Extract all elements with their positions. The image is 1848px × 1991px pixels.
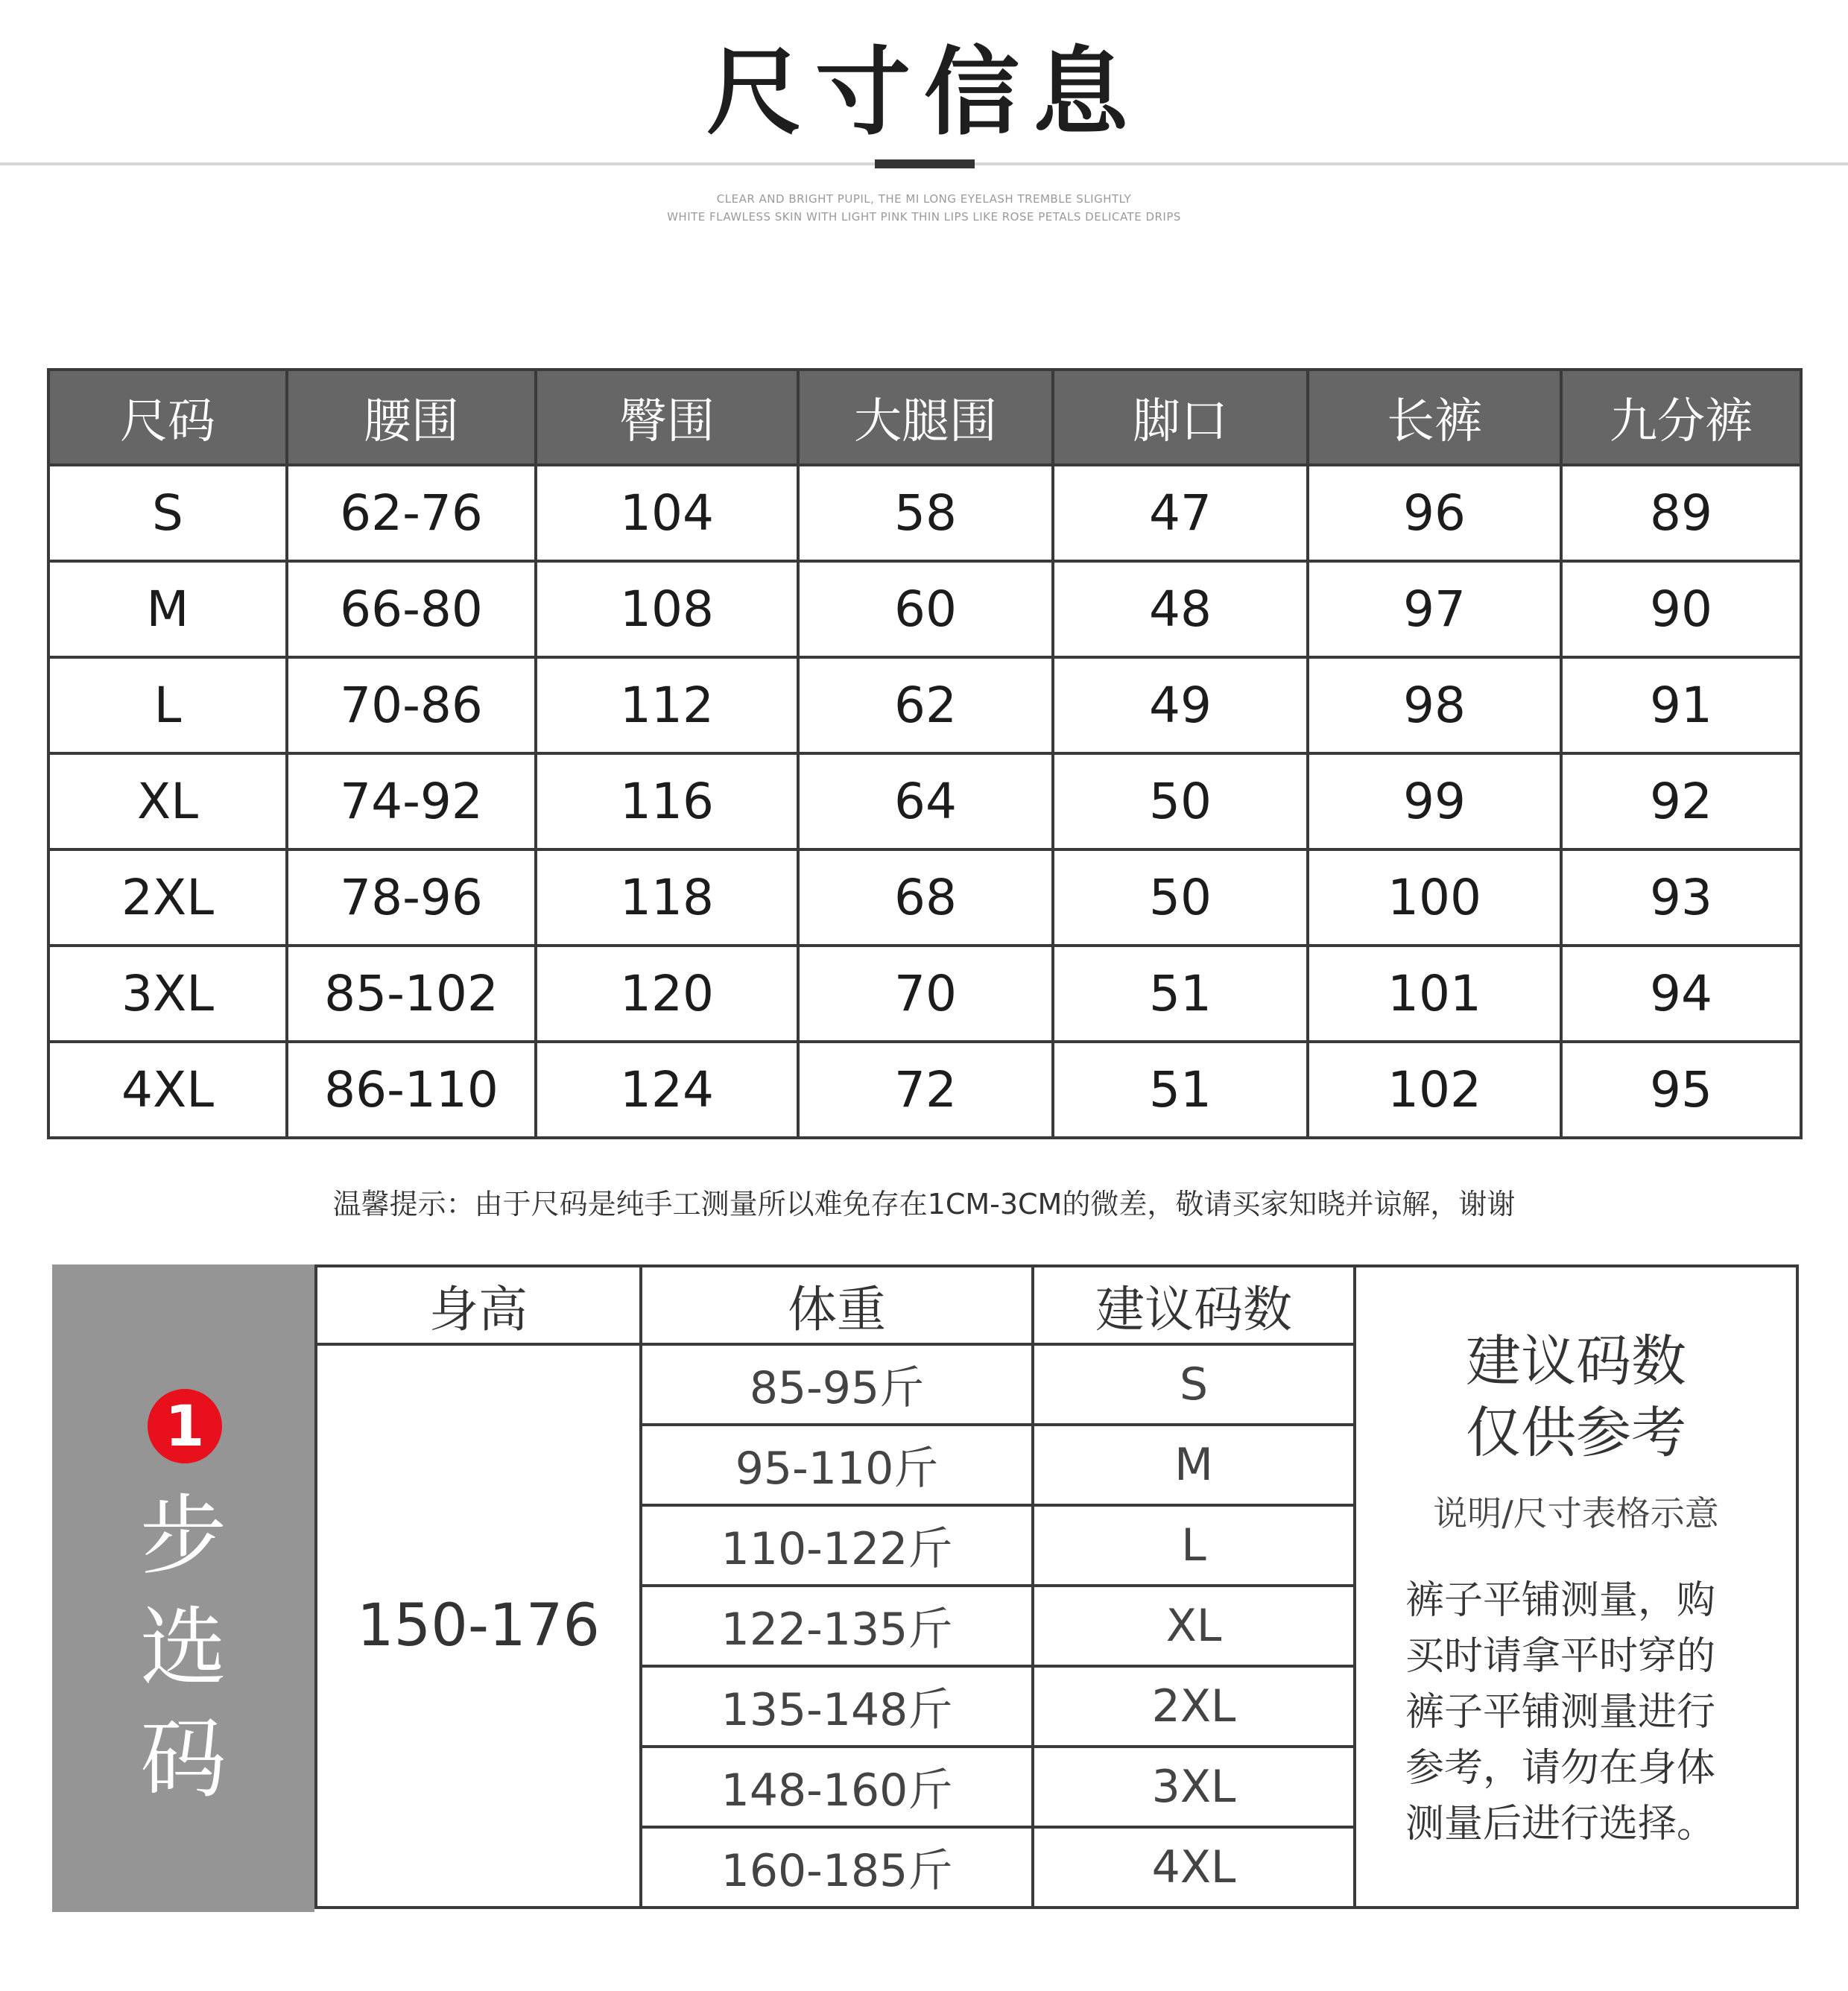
table-cell: 78-96 [287,849,536,946]
table-cell: 91 [1561,657,1801,753]
table-row [48,657,1801,753]
step-panel [52,1264,314,1912]
table-cell: 98 [1308,657,1561,753]
weight-range: 148-160斤 [641,1747,1033,1827]
weight-range: 160-185斤 [641,1827,1033,1908]
table-cell: 70-86 [287,657,536,753]
table-cell: 74-92 [287,753,536,849]
table-row [48,561,1801,657]
header-subtitle-line-2: WHITE FLAWLESS SKIN WITH LIGHT PINK THIN LIPS LIKE ROSE PETALS DELICATE DRIPS [667,210,1181,224]
table-cell: S [48,465,287,561]
table-cell: 100 [1308,849,1561,946]
header-subtitle-line-1: CLEAR AND BRIGHT PUPIL, THE MI LONG EYELASH TREMBLE SLIGHTLY [716,192,1132,206]
table-cell: 90 [1561,561,1801,657]
recommendation-notes-subtitle: 说明/尺寸表格示意 [1433,1493,1719,1533]
table-cell: 51 [1053,946,1308,1042]
column-header-recommended-size: 建议码数 [1033,1266,1355,1344]
table-row [48,753,1801,849]
size-table [47,368,1803,1139]
table-cell: 118 [536,849,798,946]
column-header-height: 身高 [316,1266,641,1344]
table-cell: 48 [1053,561,1308,657]
table-cell: 94 [1561,946,1801,1042]
column-header-weight: 体重 [641,1266,1033,1344]
page-title: 尺寸信息 [706,37,1142,148]
table-cell: 50 [1053,753,1308,849]
table-cell: 64 [798,753,1053,849]
recommended-size: 3XL [1033,1747,1355,1827]
weight-range: 85-95斤 [641,1344,1033,1425]
table-cell: 70 [798,946,1053,1042]
table-row [48,1042,1801,1138]
table-cell: XL [48,753,287,849]
recommendation-table [314,1264,1799,1909]
table-cell: 85-102 [287,946,536,1042]
measurement-note: 温馨提示：由于尺码是纯手工测量所以难免存在1CM-3CM的微差，敬请买家知晓并谅解，谢谢 [332,1188,1516,1221]
recommendation-header-row [316,1266,1797,1344]
weight-range: 135-148斤 [641,1666,1033,1747]
column-header-leg-opening: 脚口 [1053,370,1308,465]
table-cell: 2XL [48,849,287,946]
table-cell: 92 [1561,753,1801,849]
weight-range: 95-110斤 [641,1425,1033,1505]
weight-range: 122-135斤 [641,1586,1033,1666]
table-cell: 72 [798,1042,1053,1138]
table-cell: 95 [1561,1042,1801,1138]
table-cell: 86-110 [287,1042,536,1138]
column-header-hip: 臀围 [536,370,798,465]
table-cell: 62 [798,657,1053,753]
step-label: 步 选 码 [140,1486,227,1810]
table-cell: 60 [798,561,1053,657]
table-row [48,946,1801,1042]
table-cell: 62-76 [287,465,536,561]
column-header-ankle-length: 九分裤 [1561,370,1801,465]
table-cell: 102 [1308,1042,1561,1138]
recommended-size: XL [1033,1586,1355,1666]
table-cell: 120 [536,946,798,1042]
table-cell: 58 [798,465,1053,561]
table-cell: 101 [1308,946,1561,1042]
table-cell: 104 [536,465,798,561]
table-cell: 96 [1308,465,1561,561]
height-range: 150-176 [316,1344,641,1908]
table-cell: 116 [536,753,798,849]
column-header-thigh: 大腿围 [798,370,1053,465]
table-cell: 47 [1053,465,1308,561]
table-row [48,849,1801,946]
header-accent-bar [875,159,975,168]
recommendation-notes-description: 裤子平铺测量，购 买时请拿平时穿的 裤子平铺测量进行 参考，请勿在身体 测量后进行选择。 [1405,1578,1716,1846]
table-cell: 51 [1053,1042,1308,1138]
step-number-badge: 1 [148,1389,222,1463]
table-cell: 112 [536,657,798,753]
recommended-size: 2XL [1033,1666,1355,1747]
table-cell: 3XL [48,946,287,1042]
table-cell: 89 [1561,465,1801,561]
table-cell: 66-80 [287,561,536,657]
weight-range: 110-122斤 [641,1505,1033,1586]
table-cell: 68 [798,849,1053,946]
column-header-size: 尺码 [48,370,287,465]
table-cell: M [48,561,287,657]
size-table-header-row [48,370,1801,465]
column-header-full-length: 长裤 [1308,370,1561,465]
table-cell: 124 [536,1042,798,1138]
table-cell: 99 [1308,753,1561,849]
recommended-size: 4XL [1033,1827,1355,1908]
recommended-size: S [1033,1344,1355,1425]
table-cell: 93 [1561,849,1801,946]
recommended-size: L [1033,1505,1355,1586]
recommended-size: M [1033,1425,1355,1505]
table-row [48,465,1801,561]
table-cell: 50 [1053,849,1308,946]
table-cell: L [48,657,287,753]
column-header-waist: 腰围 [287,370,536,465]
table-cell: 97 [1308,561,1561,657]
recommendation-notes-title: 建议码数 仅供参考 [1466,1329,1686,1465]
table-cell: 49 [1053,657,1308,753]
recommendation-notes [1355,1266,1797,1908]
table-cell: 108 [536,561,798,657]
table-cell: 4XL [48,1042,287,1138]
